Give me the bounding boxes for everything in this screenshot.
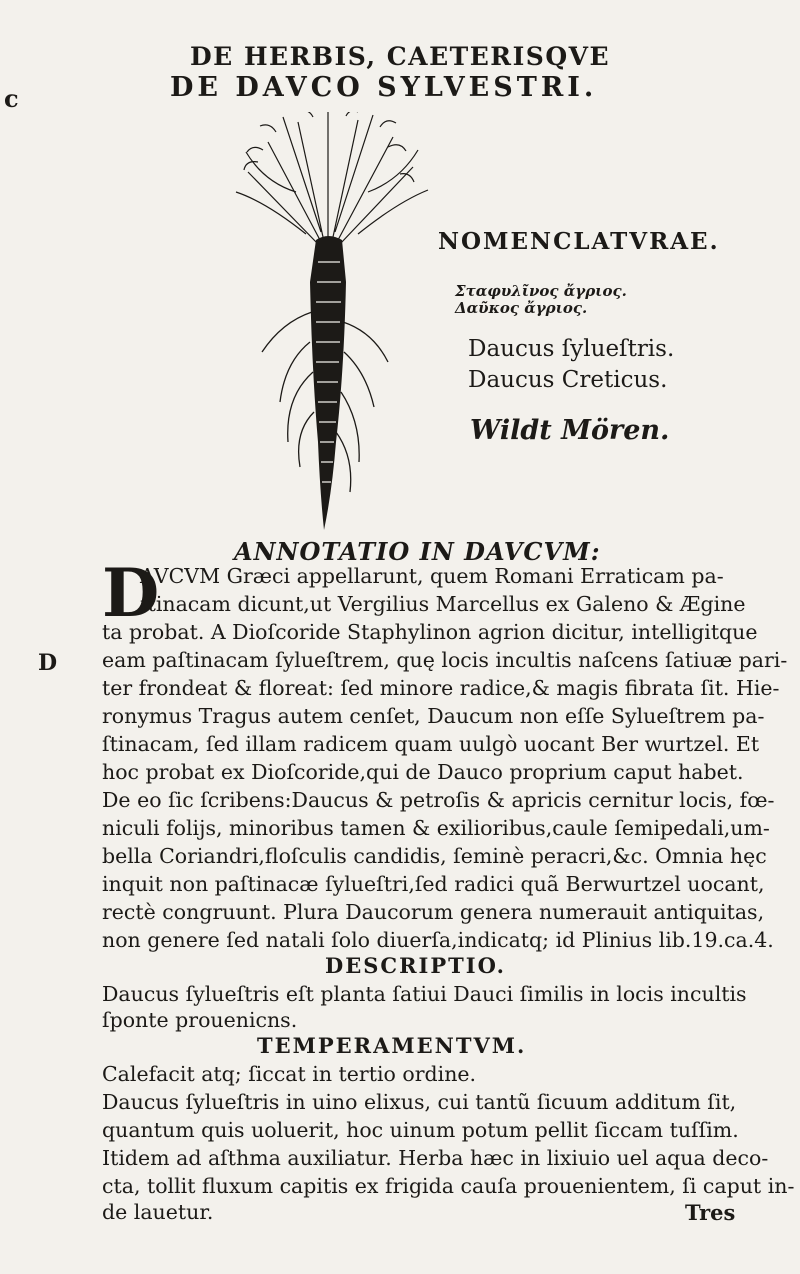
temperamentum-line: cta, tollit fluxum capitis ex frigida cauſa prouenientem, ſi caput in- (102, 1174, 795, 1198)
running-head: DE HERBIS, CAETERISQVE (190, 42, 611, 71)
greek-name-2: Δαῦκος ἄγριος. (455, 299, 588, 317)
annotation-line: hoc probat ex Dioſcoride,qui de Dauco proprium caput habet. (102, 760, 744, 784)
german-name: Wildt Mören. (470, 415, 670, 446)
temperamentum-line: Daucus ſylueſtris in uino elixus, cui tantũ ſicuum additum ſit, (102, 1090, 737, 1114)
annotation-line: De eo ſic ſcribens:Daucus & petroſis & apricis cernitur locis, fœ- (102, 788, 775, 812)
descriptio-heading: DESCRIPTIO. (325, 953, 506, 978)
greek-name-1: Σταφυλῖνος ἄγριος. (455, 282, 627, 300)
annotation-line: non genere ſed natali ſolo diuerſa,indicatq; id Plinius lib.19.ca.4. (102, 928, 774, 952)
annotation-line: ta probat. A Dioſcoride Staphylinon agrion dicitur, intelligitque (102, 620, 758, 644)
annotation-line: rectè congruunt. Plura Daucorum genera numerauit antiquitas, (102, 900, 765, 924)
annotation-line: ſtinacam dicunt,ut Vergilius Marcellus ex Galeno & Ægine (140, 592, 746, 616)
drop-cap: D (102, 554, 160, 632)
annotation-line: ſtinacam, ſed illam radicem quam uulgò uocant Ber wurtzel. Et (102, 732, 760, 756)
annotation-heading: ANNOTATIO IN DAVCVM: (234, 537, 601, 566)
temperamentum-line: Calefacit atq; ſiccat in tertio ordine. (102, 1062, 477, 1086)
annotation-line: bella Coriandri,floſculis candidis, ſeminè peracri,&c. Omnia hęc (102, 844, 767, 868)
descriptio-line: ſponte prouenicns. (102, 1008, 298, 1032)
nomenclature-heading: NOMENCLATVRAE. (438, 228, 720, 255)
annotation-line: AVCVM Græci appellarunt, quem Romani Erraticam pa- (140, 564, 724, 588)
chapter-title: DE DAVCO SYLVESTRI. (170, 72, 598, 103)
latin-name-1: Daucus ſylueſtris. (468, 336, 675, 362)
descriptio-line: Daucus ſylueſtris eſt planta ſatiui Dauci ſimilis in locis incultis (102, 982, 747, 1006)
temperamentum-line: quantum quis uoluerit, hoc uinum potum pellit ſiccam tuſſim. (102, 1118, 739, 1142)
annotation-line: niculi folijs, minoribus tamen & exilioribus,caule ſemipedali,um- (102, 816, 770, 840)
temperamentum-line: Itidem ad aſthma auxiliatur. Herba hæc in lixiuio uel aqua deco- (102, 1146, 769, 1170)
wild-carrot-woodcut-icon (228, 112, 438, 532)
latin-name-2: Daucus Creticus. (468, 367, 668, 393)
annotation-line: eam paſtinacam ſylueſtrem, quę locis incultis naſcens ſatiuæ pari- (102, 648, 788, 672)
annotation-line: inquit non paſtinacæ ſylueſtri,ſed radici quã Berwurtzel uocant, (102, 872, 765, 896)
margin-letter-d: D (38, 650, 58, 676)
annotation-line: ronymus Tragus autem cenſet, Daucum non eſſe Sylueſtrem pa- (102, 704, 765, 728)
temperamentum-line: de lauetur. (102, 1200, 214, 1224)
annotation-line: ter frondeat & floreat: ſed minore radice,& magis fibrata ſit. Hie- (102, 676, 780, 700)
margin-letter-c: c (4, 84, 19, 113)
catchword: Tres (685, 1200, 736, 1225)
temperamentum-heading: TEMPERAMENTVM. (257, 1033, 527, 1058)
